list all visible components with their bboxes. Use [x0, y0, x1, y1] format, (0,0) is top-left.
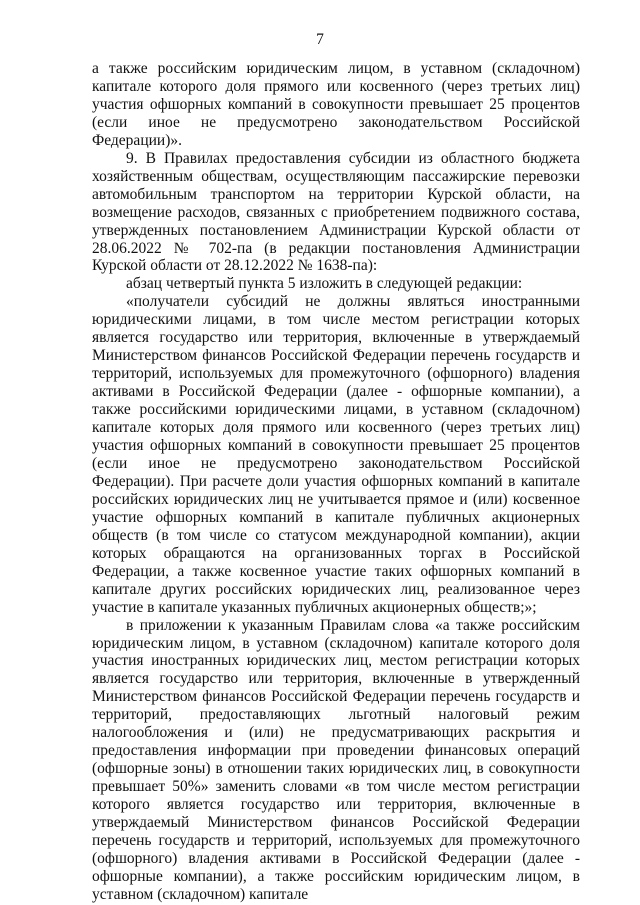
document-body: [92, 60, 580, 904]
paragraph-item-9: 9. В Правилах предоставления субсидии из областного бюджета хозяйственным обществам, осуществляющим пассажирские перевозки автомобильным транспортом на территории Курской области, на возмещение расходов, связанных с приобретением подвижного состава, утвержденных постановлением Администрации Курской области от 28.06.2022 № 702-па (в редакции постановления Администрации Курской области от 28.12.2022 № 1638-па):: [92, 149, 580, 275]
paragraph-continuation: а также российским юридическим лицом, в уставном (складочном) капитале которого доля прямого или косвенного (через третьих лиц) участия офшорных компаний в совокупности превышает 25 процентов (если иное не предусмотрено законодательством Российской Федерации)».: [92, 60, 580, 149]
page-number: 7: [316, 31, 324, 48]
paragraph-amendment-text: «получатели субсидий не должны являться иностранными юридическими лицами, в том числе местом регистрации которых является государство или территория, включенные в утверждаемый Министерством финансов Российской Федерации перечень государств и территорий, используемых для промежуточного (офшорного) владения активами в Российской Федерации (далее - офшорные компании), а также российскими юридическими лицами, в уставном (складочном) капитале которых доля прямого или косвенного (через третьих лиц) участия офшорных компаний в совокупности превышает 25 процентов (если иное не предусмотрено законодательством Российской Федерации). При расчете доли участия офшорных компаний в капитале российских юридических лиц не учитывается прямое и (или) косвенное участие офшорных компаний в капитале публичных акционерных обществ (в том числе со статусом международной компании), акции которых обращаются на организованных торгах в Российской Федерации, а также косвенное участие таких офшорных компаний в капитале других российских юридических лиц, реализованное через участие в капитале указанных публичных акционерных обществ;»;: [92, 293, 580, 616]
paragraph-amendment-intro: абзац четвертый пункта 5 изложить в следующей редакции:: [126, 275, 523, 293]
paragraph-appendix-amendment: в приложении к указанным Правилам слова «а также российским юридическим лицом, в уставном (складочном) капитале которого доля участия иностранных юридических лиц, местом регистрации которых является государство или территория, включенные в утвержденный Министерством финансов Российской Федерации перечень государств и территорий, предоставляющих льготный налоговый режим налогообложения и (или) не предусматривающих раскрытия и предоставления информации при проведении финансовых операций (офшорные зоны) в отношении таких юридических лиц, в совокупности превышает 50%» заменить словами «в том числе местом регистрации которого является государство или территория, включенные в утверждаемый Министерством финансов Российской Федерации перечень государств и территорий, используемых для промежуточного (офшорного) владения активами в Российской Федерации (далее - офшорные компании), а также российским юридическим лицом, в уставном (складочном) капитале: [92, 616, 580, 903]
